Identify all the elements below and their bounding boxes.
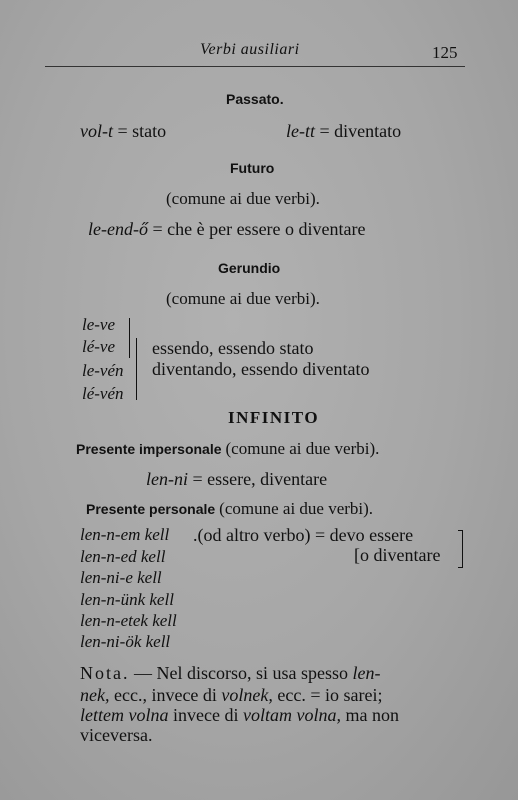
infinito-form: len-ni <box>146 469 188 489</box>
personale-form: len-n-etek kell <box>80 611 177 630</box>
personale-bracket <box>458 530 463 568</box>
gerundio-form: le-vén <box>82 361 124 380</box>
nota-line-2-form-a: nek, <box>80 685 110 705</box>
gerundio-brace-2 <box>132 338 137 400</box>
gerundio-form: lé-vén <box>82 384 124 403</box>
gerundio-note: (comune ai due verbi). <box>166 289 320 308</box>
nota-line-1-text: — Nel discorso, si usa spesso <box>134 663 348 683</box>
gerundio-meaning-1: essendo, essendo stato <box>152 338 314 358</box>
nota-line-4: viceversa. <box>80 725 153 745</box>
futuro-form: le-end-ő <box>88 219 148 239</box>
passato-left-meaning: = stato <box>117 121 167 141</box>
presente-impersonale-line <box>76 440 379 458</box>
presente-personale-line <box>86 500 373 518</box>
nota-line-1 <box>80 664 380 682</box>
personale-form: len-ni-ök kell <box>80 632 171 651</box>
nota-line-1-form: len- <box>352 663 381 683</box>
gerundio-brace-1 <box>125 318 130 358</box>
presente-personale-note: (comune ai due verbi). <box>219 499 374 518</box>
personale-form: len-ni-e kell <box>80 568 162 587</box>
personale-row-1-text: .(od altro verbo) = devo essere <box>193 525 414 545</box>
gerundio-form: lé-ve <box>82 337 116 356</box>
presente-impersonale-note: (comune ai due verbi). <box>225 439 380 458</box>
futuro-meaning: = che è per essere o diventare <box>152 219 366 239</box>
header-rule <box>45 66 465 67</box>
nota-line-3 <box>80 706 399 724</box>
passato-heading: Passato. <box>226 91 284 107</box>
nota-line-3-text-b: ma non <box>345 705 399 725</box>
futuro-note: (comune ai due verbi). <box>166 189 320 208</box>
personale-form: len-n-ünk kell <box>80 590 174 609</box>
personale-row-1-form: len-n-em kell <box>80 525 170 544</box>
futuro-definition <box>88 220 366 238</box>
nota-line-2-form-b: volnek, <box>221 685 273 705</box>
personale-row-2-form: len-n-ed kell <box>80 547 166 566</box>
nota-line-3-form-b: voltam volna, <box>242 705 341 725</box>
passato-right <box>286 122 401 140</box>
nota-line-2-text-b: ecc. = io sarei; <box>277 685 383 705</box>
passato-right-form: le-tt <box>286 121 315 141</box>
passato-left <box>80 122 166 140</box>
gerundio-form: le-ve <box>82 315 116 334</box>
nota-line-3-text-a: invece di <box>172 705 239 725</box>
nota-label: Nota. <box>80 663 130 683</box>
page-number: 125 <box>432 43 458 62</box>
gerundio-meaning-2: diventando, essendo diventato <box>152 359 370 379</box>
passato-left-form: vol-t <box>80 121 113 141</box>
gerundio-heading: Gerundio <box>218 260 281 276</box>
passato-right-meaning: = diventato <box>319 121 402 141</box>
infinito-definition <box>146 470 327 488</box>
infinito-meaning: = essere, diventare <box>192 469 328 489</box>
nota-line-2-text-a: ecc., invece di <box>113 685 217 705</box>
presente-personale-label: Presente personale <box>86 501 216 517</box>
personale-row-2-text: [o diventare <box>354 545 441 565</box>
nota-line-2 <box>80 686 383 704</box>
nota-line-3-form-a: lettem volna <box>80 705 169 725</box>
presente-impersonale-label: Presente impersonale <box>76 441 222 457</box>
infinito-heading: INFINITO <box>228 408 320 427</box>
futuro-heading: Futuro <box>230 160 275 176</box>
running-title: Verbi ausiliari <box>200 41 300 58</box>
